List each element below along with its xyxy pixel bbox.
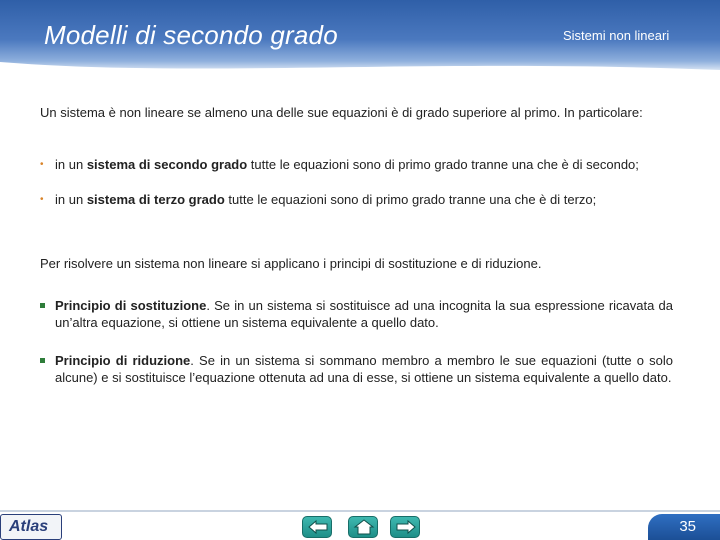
bullet-bold-text: sistema di terzo grado: [86, 192, 225, 207]
principle-text: . Se in un sistema si sostituisce ad una incognita la sua espressione ricavata da un’altra equazione, si ottiene un sistema equivalente a quello dato.: [55, 298, 673, 330]
page-number-tab: [648, 514, 720, 540]
forward-button[interactable]: [390, 516, 420, 538]
intro-paragraph: Un sistema è non lineare se almeno una delle sue equazioni è di grado superiore al primo. In particolare:: [40, 105, 643, 120]
bullet-bold-text: sistema di secondo grado: [86, 157, 248, 172]
principle-title: Principio di sostituzione: [55, 298, 207, 313]
home-button[interactable]: [348, 516, 378, 538]
page-title: Modelli di secondo grado: [44, 20, 338, 50]
back-button[interactable]: [302, 516, 332, 538]
footer-divider: [0, 510, 720, 512]
method-paragraph: Per risolvere un sistema non lineare si applicano i principi di sostituzione e di riduzione.: [40, 256, 542, 271]
list-item: [40, 191, 673, 208]
square-bullet-icon: [40, 358, 45, 363]
main-content: [40, 104, 673, 386]
bullet-icon: •: [40, 194, 44, 205]
bullet-text: in un: [55, 157, 87, 172]
bullet-text: tutte le equazioni sono di primo grado tranne una che è di secondo;: [247, 157, 639, 172]
page-number: 35: [679, 518, 696, 535]
forward-arrow-icon: [395, 519, 417, 535]
principle-title: Principio di riduzione: [55, 353, 191, 368]
header-band: [0, 0, 720, 72]
list-item: [40, 297, 673, 331]
principle-text: . Se in un sistema si sommano membro a membro le sue equazioni (tutte o solo alcune) e si sostituisce l’equazione ottenuta ad una di esse, si ottiene un sistema equivalente a quello dato.: [55, 353, 673, 385]
home-icon: [353, 519, 375, 535]
back-arrow-icon: [307, 519, 329, 535]
bullet-text: in un: [55, 192, 87, 207]
list-item: [40, 352, 673, 386]
system-types-list: [40, 156, 673, 208]
logo-text: Atlas: [9, 518, 49, 535]
list-item: [40, 156, 673, 173]
bullet-text: tutte le equazioni sono di primo grado tranne una che è di terzo;: [224, 192, 597, 207]
atlas-logo: [0, 514, 62, 540]
square-bullet-icon: [40, 303, 45, 308]
bullet-icon: •: [40, 159, 44, 170]
section-subtitle: Sistemi non lineari: [563, 28, 670, 43]
principles-list: [40, 297, 673, 386]
